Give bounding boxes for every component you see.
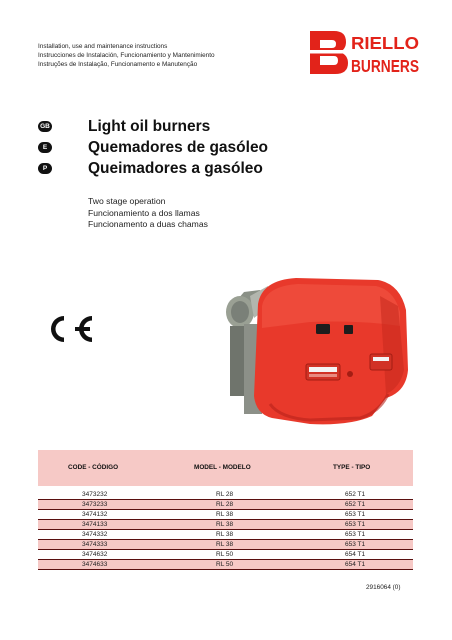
table-row: [38, 510, 413, 520]
cell-code: 3474633: [82, 561, 108, 568]
subtitle-pt: Funcionamento a duas chamas: [88, 219, 208, 229]
header-line-es: Instrucciones de Instalación, Funcionamiento y Mantenimiento: [38, 52, 215, 59]
burner-product-image: [210, 266, 420, 434]
cell-code: 3474132: [82, 511, 108, 518]
lang-badge-gb: GB: [38, 121, 52, 132]
cell-code: 3474332: [82, 531, 108, 538]
cell-type: 654 T1: [345, 551, 366, 558]
instructions-header: [38, 42, 268, 69]
cell-type: 653 T1: [345, 511, 366, 518]
title-p: Queimadores a gasóleo: [88, 160, 263, 177]
table-row: [38, 540, 413, 550]
cell-code: 3474632: [82, 551, 108, 558]
logo-text-riello: RIELLO: [351, 33, 419, 53]
subtitle-es: Funcionamiento a dos llamas: [88, 207, 200, 218]
cell-type: 652 T1: [345, 491, 366, 498]
header-code: CODE - CÓDIGO: [68, 464, 119, 471]
model-table-body: [38, 490, 413, 570]
header-line-en: Installation, use and maintenance instructions: [38, 43, 168, 50]
cell-code: 3473233: [82, 501, 108, 508]
lang-badge-p: P: [38, 163, 52, 174]
cell-code: 3473232: [82, 491, 108, 498]
logo-text-burners: BURNERS: [351, 56, 419, 76]
document-number: 2916064 (0): [366, 584, 401, 591]
cell-model: RL 28: [216, 491, 234, 498]
cell-model: RL 38: [216, 531, 234, 538]
cell-model: RL 38: [216, 521, 234, 528]
table-row: [38, 550, 413, 560]
title-e: Quemadores de gasóleo: [88, 139, 269, 156]
title-gb: Light oil burners: [88, 118, 211, 135]
cell-model: RL 38: [216, 511, 234, 518]
cell-model: RL 50: [216, 561, 234, 568]
model-table-header: [38, 450, 413, 486]
header-type: TYPE - TIPO: [333, 464, 371, 471]
cell-type: 653 T1: [345, 531, 366, 538]
riello-burners-logo: [308, 27, 420, 77]
table-row: [38, 560, 413, 570]
cell-type: 653 T1: [345, 541, 366, 548]
operation-subtitles: [88, 196, 208, 231]
table-row: [38, 520, 413, 530]
cell-model: RL 50: [216, 551, 234, 558]
ce-mark-icon: [42, 312, 96, 346]
cell-model: RL 38: [216, 541, 234, 548]
cell-type: 654 T1: [345, 561, 366, 568]
lang-badge-e: E: [38, 142, 52, 153]
cell-type: 652 T1: [345, 501, 366, 508]
header-model: MODEL - MODELO: [194, 464, 251, 471]
cell-model: RL 28: [216, 501, 234, 508]
cell-code: 3474133: [82, 521, 108, 528]
subtitle-en: Two stage operation: [88, 196, 166, 206]
table-row: [38, 530, 413, 540]
table-row: [38, 490, 413, 500]
cell-code: 3474333: [82, 541, 108, 548]
header-line-pt: Instruções de Instalação, Funcionamento e Manutenção: [38, 61, 198, 68]
cell-type: 653 T1: [345, 521, 366, 528]
table-row: [38, 500, 413, 510]
